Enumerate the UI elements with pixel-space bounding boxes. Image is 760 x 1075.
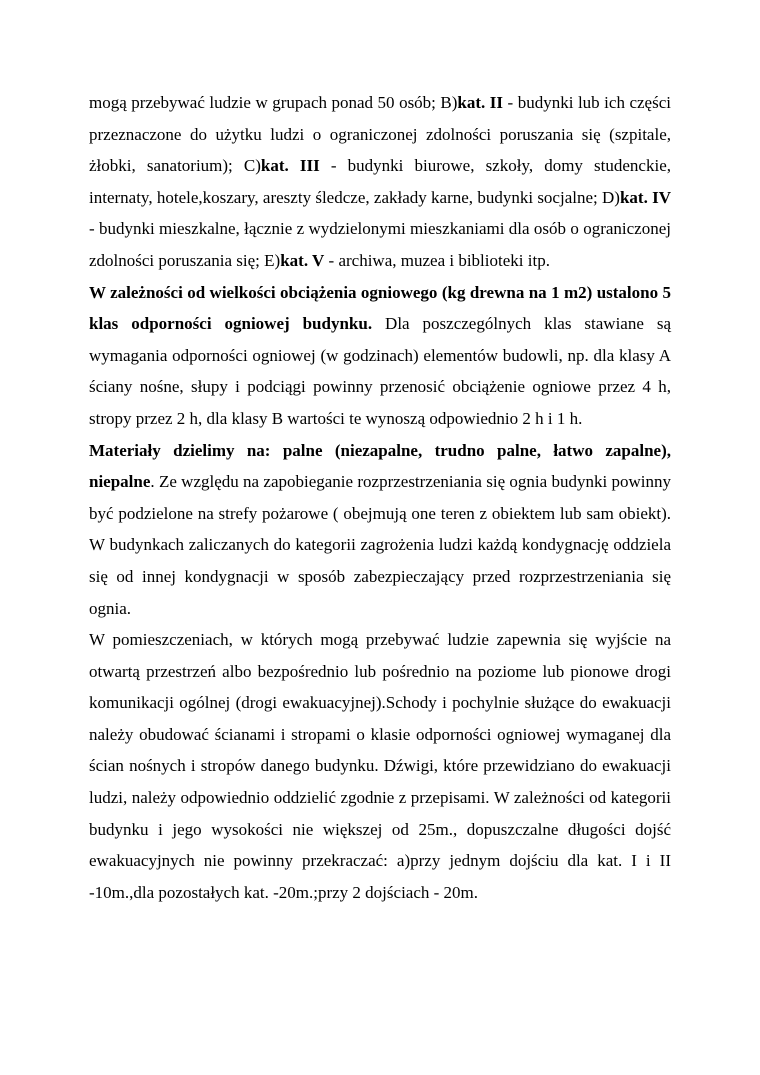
category-label: kat. V [280, 250, 325, 270]
text-run: Dla poszczególnych klas stawiane są wymagania odporności ogniowej (w godzinach) elementów budowli, np. dla klasy A ściany nośne, słupy i podciągi powinny przenosić obciążenie ogniowe przez 4 h, stropy przez 2 h, dla klasy B wartości te wynoszą odpowiednio 2 h i 1 h. [89, 314, 671, 428]
text-run: - archiwa, muzea i biblioteki itp. [324, 250, 550, 270]
text-run: - budynki biurowe, szkoły, domy studenckie, internaty, hotele,koszary, areszty śledcze, zakłady karne, budynki socjalne; D) [89, 156, 672, 207]
category-label: kat. III [260, 156, 320, 176]
text-run: - budynki lub ich części przeznaczone do użytku ludzi o ograniczonej zdolności poruszania się (szpitale, żłobki, sanatorium); C) [89, 93, 671, 176]
paragraph-fire-resistance-classes [89, 277, 671, 435]
paragraph-evacuation [89, 624, 671, 908]
category-label: kat. II [457, 93, 504, 112]
bold-heading-text: W zależności od wielkości obciążenia ogniowego (kg drewna na 1 m2) ustalono 5 klas odporności ogniowej budynku. [89, 282, 671, 334]
text-run: - budynki mieszkalne, łącznie z wydzielonymi mieszkaniami dla osób o ograniczonej zdolności poruszania się; E) [89, 219, 671, 270]
category-label: kat. IV [619, 187, 672, 207]
text-run: . Ze względu na zapobieganie rozprzestrzeniania się ognia budynki powinny być podzielone na strefy pożarowe ( obejmują one teren z obiektem lub sam obiekt). W budynkach zaliczanych do kategorii zagrożenia ludzi każdą kondygnację oddziela się od innej kondygnacji w sposób zabezpieczający przed rozprzestrzeniania się ognia. [89, 472, 671, 618]
text-run: W pomieszczeniach, w których mogą przebywać ludzie zapewnia się wyjście na otwartą przestrzeń albo bezpośrednio lub pośrednio na poziome lub pionowe drogi komunikacji ogólnej (drogi ewakuacyjnej).Schody i pochylnie służące do ewakuacji należy obudować ścianami i stropami o klasie odporności ogniowej wymaganej dla ścian nośnych i stropów danego budynku. Dźwigi, które przewidziano do ewakuacji ludzi, należy odpowiednio oddzielić zgodnie z przepisami. W zależności od kategorii budynku i jego wysokości nie większej od 25m., dopuszczalne długości dojść ewakuacyjnych nie powinny przekraczać: a)przy jednym dojściu dla kat. I i II -10m.,dla pozostałych kat. -20m.;przy 2 dojściach - 20m. [89, 630, 671, 902]
paragraph-building-categories [89, 87, 671, 277]
text-run: mogą przebywać ludzie w grupach ponad 50 osób; B) [89, 93, 458, 112]
paragraph-materials [89, 435, 671, 625]
bold-heading-text: Materiały dzielimy na: palne (niezapalne, trudno palne, łatwo zapalne), niepalne [89, 440, 671, 492]
document-page [89, 87, 671, 908]
